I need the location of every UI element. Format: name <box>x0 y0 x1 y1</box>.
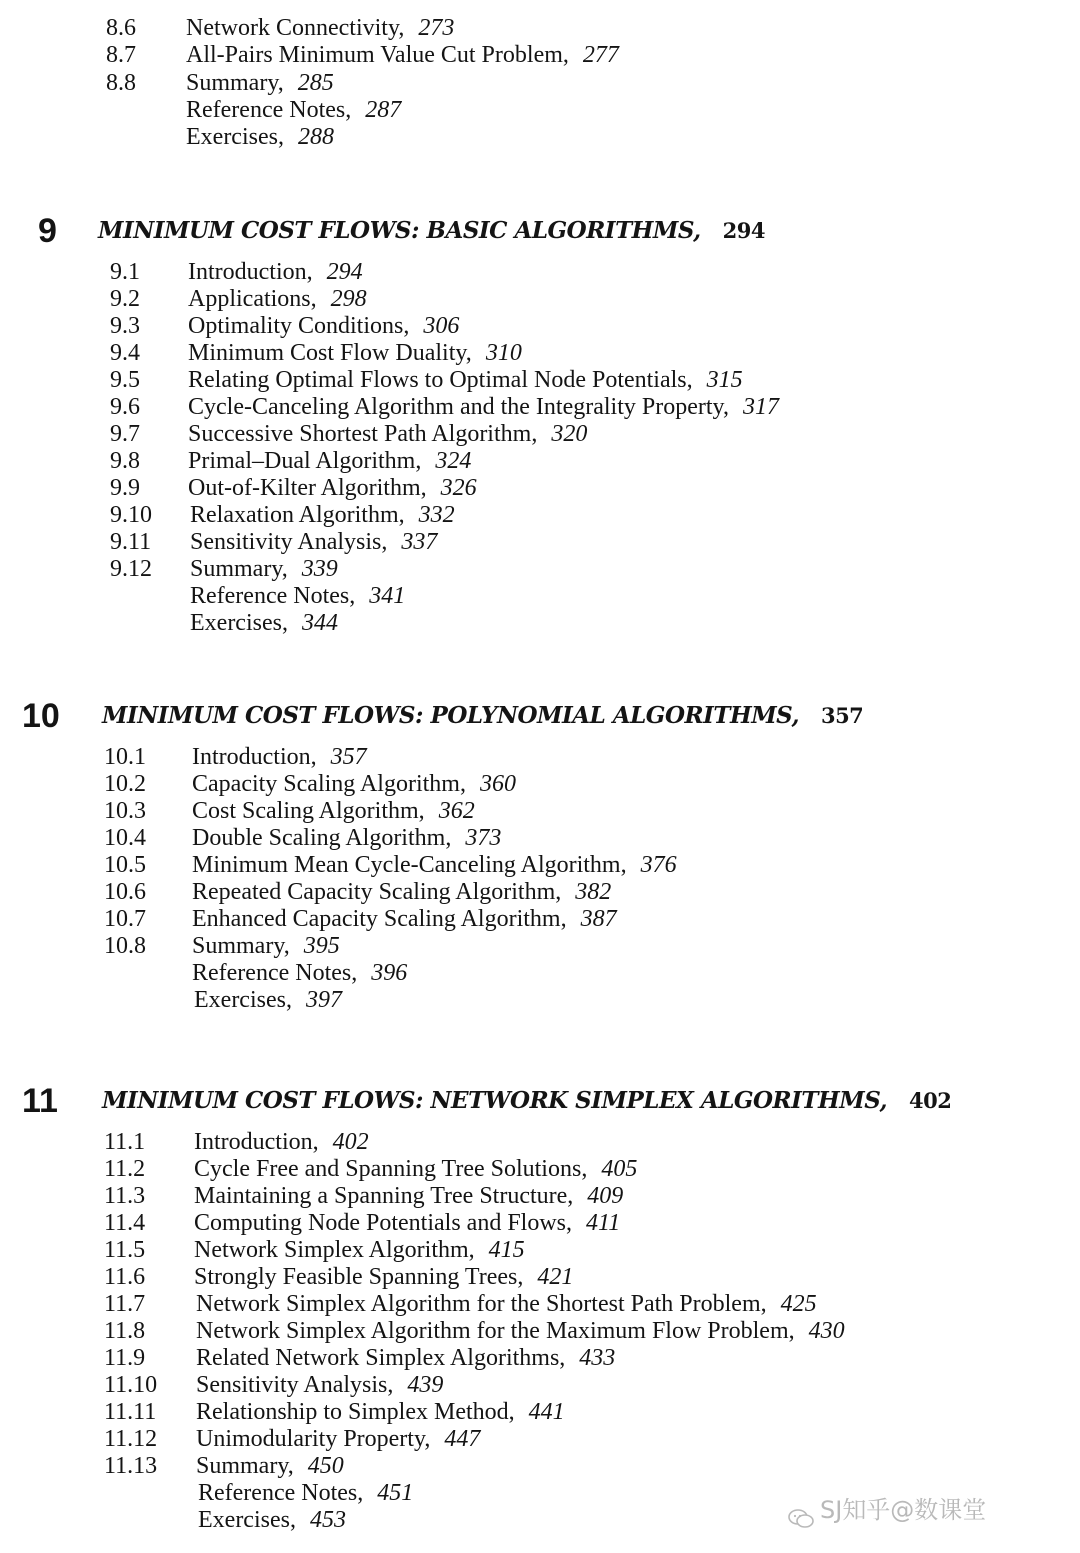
section-number: 10.3 <box>104 798 146 824</box>
section-title: Sensitivity Analysis, <box>196 1372 394 1398</box>
section-title: Minimum Cost Flow Duality, <box>188 340 472 366</box>
section-number: 11.13 <box>104 1453 158 1479</box>
section-title: Summary, <box>190 556 288 582</box>
page-number: 324 <box>435 448 472 474</box>
section-number: 11.9 <box>104 1345 146 1371</box>
section-title: Out-of-Kilter Algorithm, <box>188 475 427 501</box>
page-number: 433 <box>579 1345 616 1371</box>
section-title: Introduction, <box>192 744 317 770</box>
section-number: 10.8 <box>104 933 146 959</box>
page-number: 409 <box>587 1183 624 1209</box>
chapter-number: 11 <box>22 1082 58 1120</box>
page-number: 294 <box>326 259 363 285</box>
section-title: Cycle-Canceling Algorithm and the Integrality Property, <box>188 394 729 420</box>
section-title: Cycle Free and Spanning Tree Solutions, <box>194 1156 588 1182</box>
section-title: Exercises, <box>190 610 288 636</box>
section-title: Computing Node Potentials and Flows, <box>194 1210 572 1236</box>
section-title: Applications, <box>188 286 317 312</box>
section-title: Sensitivity Analysis, <box>190 529 388 555</box>
page-number: 306 <box>423 313 460 339</box>
section-title: Summary, <box>196 1453 294 1479</box>
page-number: 396 <box>371 960 408 986</box>
section-title: Reference Notes, <box>198 1480 364 1506</box>
section-title: Summary, <box>186 70 284 96</box>
page-number: 421 <box>537 1264 574 1290</box>
section-title: Summary, <box>192 933 290 959</box>
section-title: Unimodularity Property, <box>196 1426 431 1452</box>
page-number: 337 <box>401 529 438 555</box>
chapter-page: 357 <box>820 703 864 728</box>
section-number: 10.7 <box>104 906 146 932</box>
page-number: 405 <box>601 1156 638 1182</box>
section-title: Enhanced Capacity Scaling Algorithm, <box>192 906 567 932</box>
section-number: 11.1 <box>104 1129 146 1155</box>
section-title: Relating Optimal Flows to Optimal Node Potentials, <box>188 367 693 393</box>
section-number: 11.2 <box>104 1156 146 1182</box>
section-title: Network Simplex Algorithm for the Maximum Flow Problem, <box>196 1318 795 1344</box>
page-number: 362 <box>438 798 475 824</box>
page-number: 395 <box>303 933 340 959</box>
section-number: 9.12 <box>110 556 152 582</box>
section-number: 10.1 <box>104 744 146 770</box>
page-number: 339 <box>301 556 338 582</box>
section-number: 9.8 <box>110 448 140 474</box>
watermark-text: SJ知乎@数课堂 <box>820 1496 987 1524</box>
section-number: 9.6 <box>110 394 140 420</box>
section-title: Network Simplex Algorithm, <box>194 1237 475 1263</box>
section-number: 9.9 <box>110 475 140 501</box>
chapter-number: 9 <box>38 212 57 250</box>
page-number: 441 <box>528 1399 565 1425</box>
section-number: 9.4 <box>110 340 140 366</box>
chapter-page: 294 <box>722 218 766 243</box>
section-title: Network Simplex Algorithm for the Shortest Path Problem, <box>196 1291 767 1317</box>
section-number: 11.3 <box>104 1183 146 1209</box>
chapter-title: MINIMUM COST FLOWS: NETWORK SIMPLEX ALGORITHMS, <box>102 1087 888 1114</box>
section-number: 9.10 <box>110 502 152 528</box>
page-number: 451 <box>377 1480 414 1506</box>
page-number: 344 <box>301 610 338 636</box>
section-title: Strongly Feasible Spanning Trees, <box>194 1264 524 1290</box>
section-title: Introduction, <box>188 259 313 285</box>
section-title: Introduction, <box>194 1129 319 1155</box>
page-number: 332 <box>418 502 455 528</box>
watermark <box>788 1490 986 1530</box>
section-title: Reference Notes, <box>190 583 356 609</box>
section-number: 11.6 <box>104 1264 146 1290</box>
chapter-page: 402 <box>909 1088 952 1113</box>
page-number: 287 <box>365 97 402 123</box>
section-number: 11.8 <box>104 1318 146 1344</box>
section-title: Primal–Dual Algorithm, <box>188 448 422 474</box>
section-number: 11.7 <box>104 1291 146 1317</box>
page-number: 320 <box>551 421 588 447</box>
section-number: 10.5 <box>104 852 146 878</box>
page-number: 430 <box>808 1318 845 1344</box>
page-number: 439 <box>407 1372 444 1398</box>
page-number: 450 <box>307 1453 344 1479</box>
page-number: 415 <box>488 1237 525 1263</box>
page-number: 341 <box>369 583 406 609</box>
section-number: 10.4 <box>104 825 146 851</box>
page-number: 402 <box>332 1129 369 1155</box>
section-number: 9.1 <box>110 259 140 285</box>
section-title: Double Scaling Algorithm, <box>192 825 452 851</box>
section-title: Maintaining a Spanning Tree Structure, <box>194 1183 574 1209</box>
page-number: 285 <box>297 70 334 96</box>
section-title: Successive Shortest Path Algorithm, <box>188 421 538 447</box>
page-number: 357 <box>330 744 367 770</box>
page-number: 447 <box>444 1426 481 1452</box>
section-title: Related Network Simplex Algorithms, <box>196 1345 566 1371</box>
section-title: Relaxation Algorithm, <box>190 502 405 528</box>
wechat-icon <box>788 1501 814 1521</box>
page-number: 397 <box>305 987 342 1013</box>
page-number: 382 <box>575 879 612 905</box>
section-title: Optimality Conditions, <box>188 313 410 339</box>
page-number: 373 <box>465 825 502 851</box>
page-number: 326 <box>440 475 477 501</box>
chapter-number: 10 <box>22 697 60 735</box>
section-number: 11.11 <box>104 1399 157 1425</box>
section-number: 8.8 <box>106 70 136 96</box>
section-title: Cost Scaling Algorithm, <box>192 798 425 824</box>
section-number: 8.7 <box>106 42 136 68</box>
page-number: 288 <box>297 124 334 150</box>
section-number: 11.4 <box>104 1210 146 1236</box>
section-title: Network Connectivity, <box>186 15 405 41</box>
section-title: Exercises, <box>194 987 292 1013</box>
page-number: 411 <box>586 1210 621 1236</box>
section-title: Exercises, <box>186 124 284 150</box>
section-number: 11.12 <box>104 1426 158 1452</box>
page-number: 277 <box>582 42 619 68</box>
section-title: Repeated Capacity Scaling Algorithm, <box>192 879 562 905</box>
chapter-title: MINIMUM COST FLOWS: BASIC ALGORITHMS, <box>98 217 701 244</box>
page-number: 387 <box>580 906 617 932</box>
section-number: 9.5 <box>110 367 140 393</box>
section-number: 10.6 <box>104 879 146 905</box>
section-title: Capacity Scaling Algorithm, <box>192 771 466 797</box>
section-number: 9.3 <box>110 313 140 339</box>
section-title: Reference Notes, <box>186 97 352 123</box>
page-number: 376 <box>640 852 677 878</box>
section-title: Reference Notes, <box>192 960 358 986</box>
section-title: All-Pairs Minimum Value Cut Problem, <box>186 42 569 68</box>
page-number: 310 <box>485 340 522 366</box>
page-number: 425 <box>780 1291 817 1317</box>
page-number: 360 <box>479 771 516 797</box>
section-number: 9.2 <box>110 286 140 312</box>
section-number: 8.6 <box>106 15 136 41</box>
section-title: Relationship to Simplex Method, <box>196 1399 515 1425</box>
section-title: Minimum Mean Cycle-Canceling Algorithm, <box>192 852 627 878</box>
section-number: 10.2 <box>104 771 146 797</box>
chapter-title: MINIMUM COST FLOWS: POLYNOMIAL ALGORITHMS, <box>102 702 799 729</box>
section-number: 9.11 <box>110 529 152 555</box>
section-number: 9.7 <box>110 421 140 447</box>
section-number: 11.10 <box>104 1372 158 1398</box>
page-number: 317 <box>742 394 779 420</box>
page-number: 453 <box>309 1507 346 1533</box>
page-number: 273 <box>418 15 455 41</box>
section-title: Exercises, <box>198 1507 296 1533</box>
page-number: 315 <box>706 367 743 393</box>
section-number: 11.5 <box>104 1237 146 1263</box>
page-number: 298 <box>330 286 367 312</box>
